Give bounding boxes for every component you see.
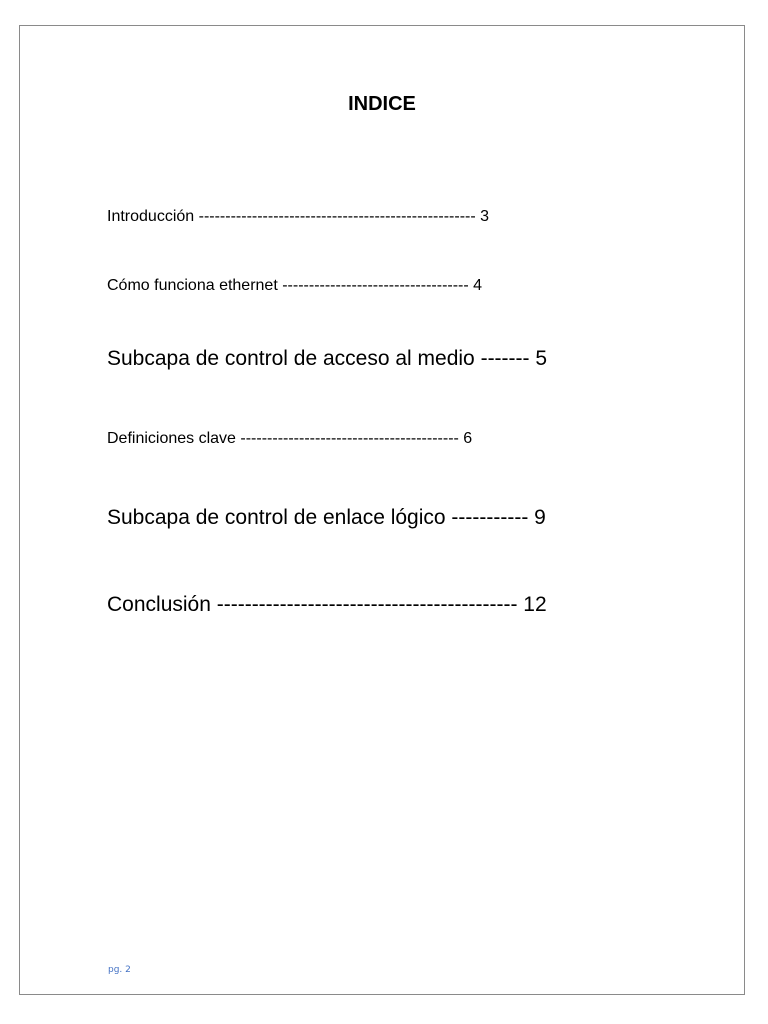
- toc-entry-como-funciona-ethernet: Cómo funciona ethernet ----------------------------------- 4: [107, 277, 483, 294]
- toc-entry-conclusion: Conclusión ------------------------------------------- 12: [107, 593, 547, 616]
- toc-entry-introduccion: Introducción ---------------------------------------------------- 3: [107, 208, 490, 225]
- page-title: INDICE: [348, 93, 416, 115]
- page-number-footer: pg. 2: [108, 965, 131, 975]
- toc-entry-subcapa-acceso-medio: Subcapa de control de acceso al medio ------- 5: [107, 347, 548, 370]
- toc-entry-definiciones-clave: Definiciones clave ----------------------------------------- 6: [107, 430, 473, 447]
- toc-entry-subcapa-enlace-logico: Subcapa de control de enlace lógico ----------- 9: [107, 506, 546, 529]
- document-page: [19, 25, 745, 995]
